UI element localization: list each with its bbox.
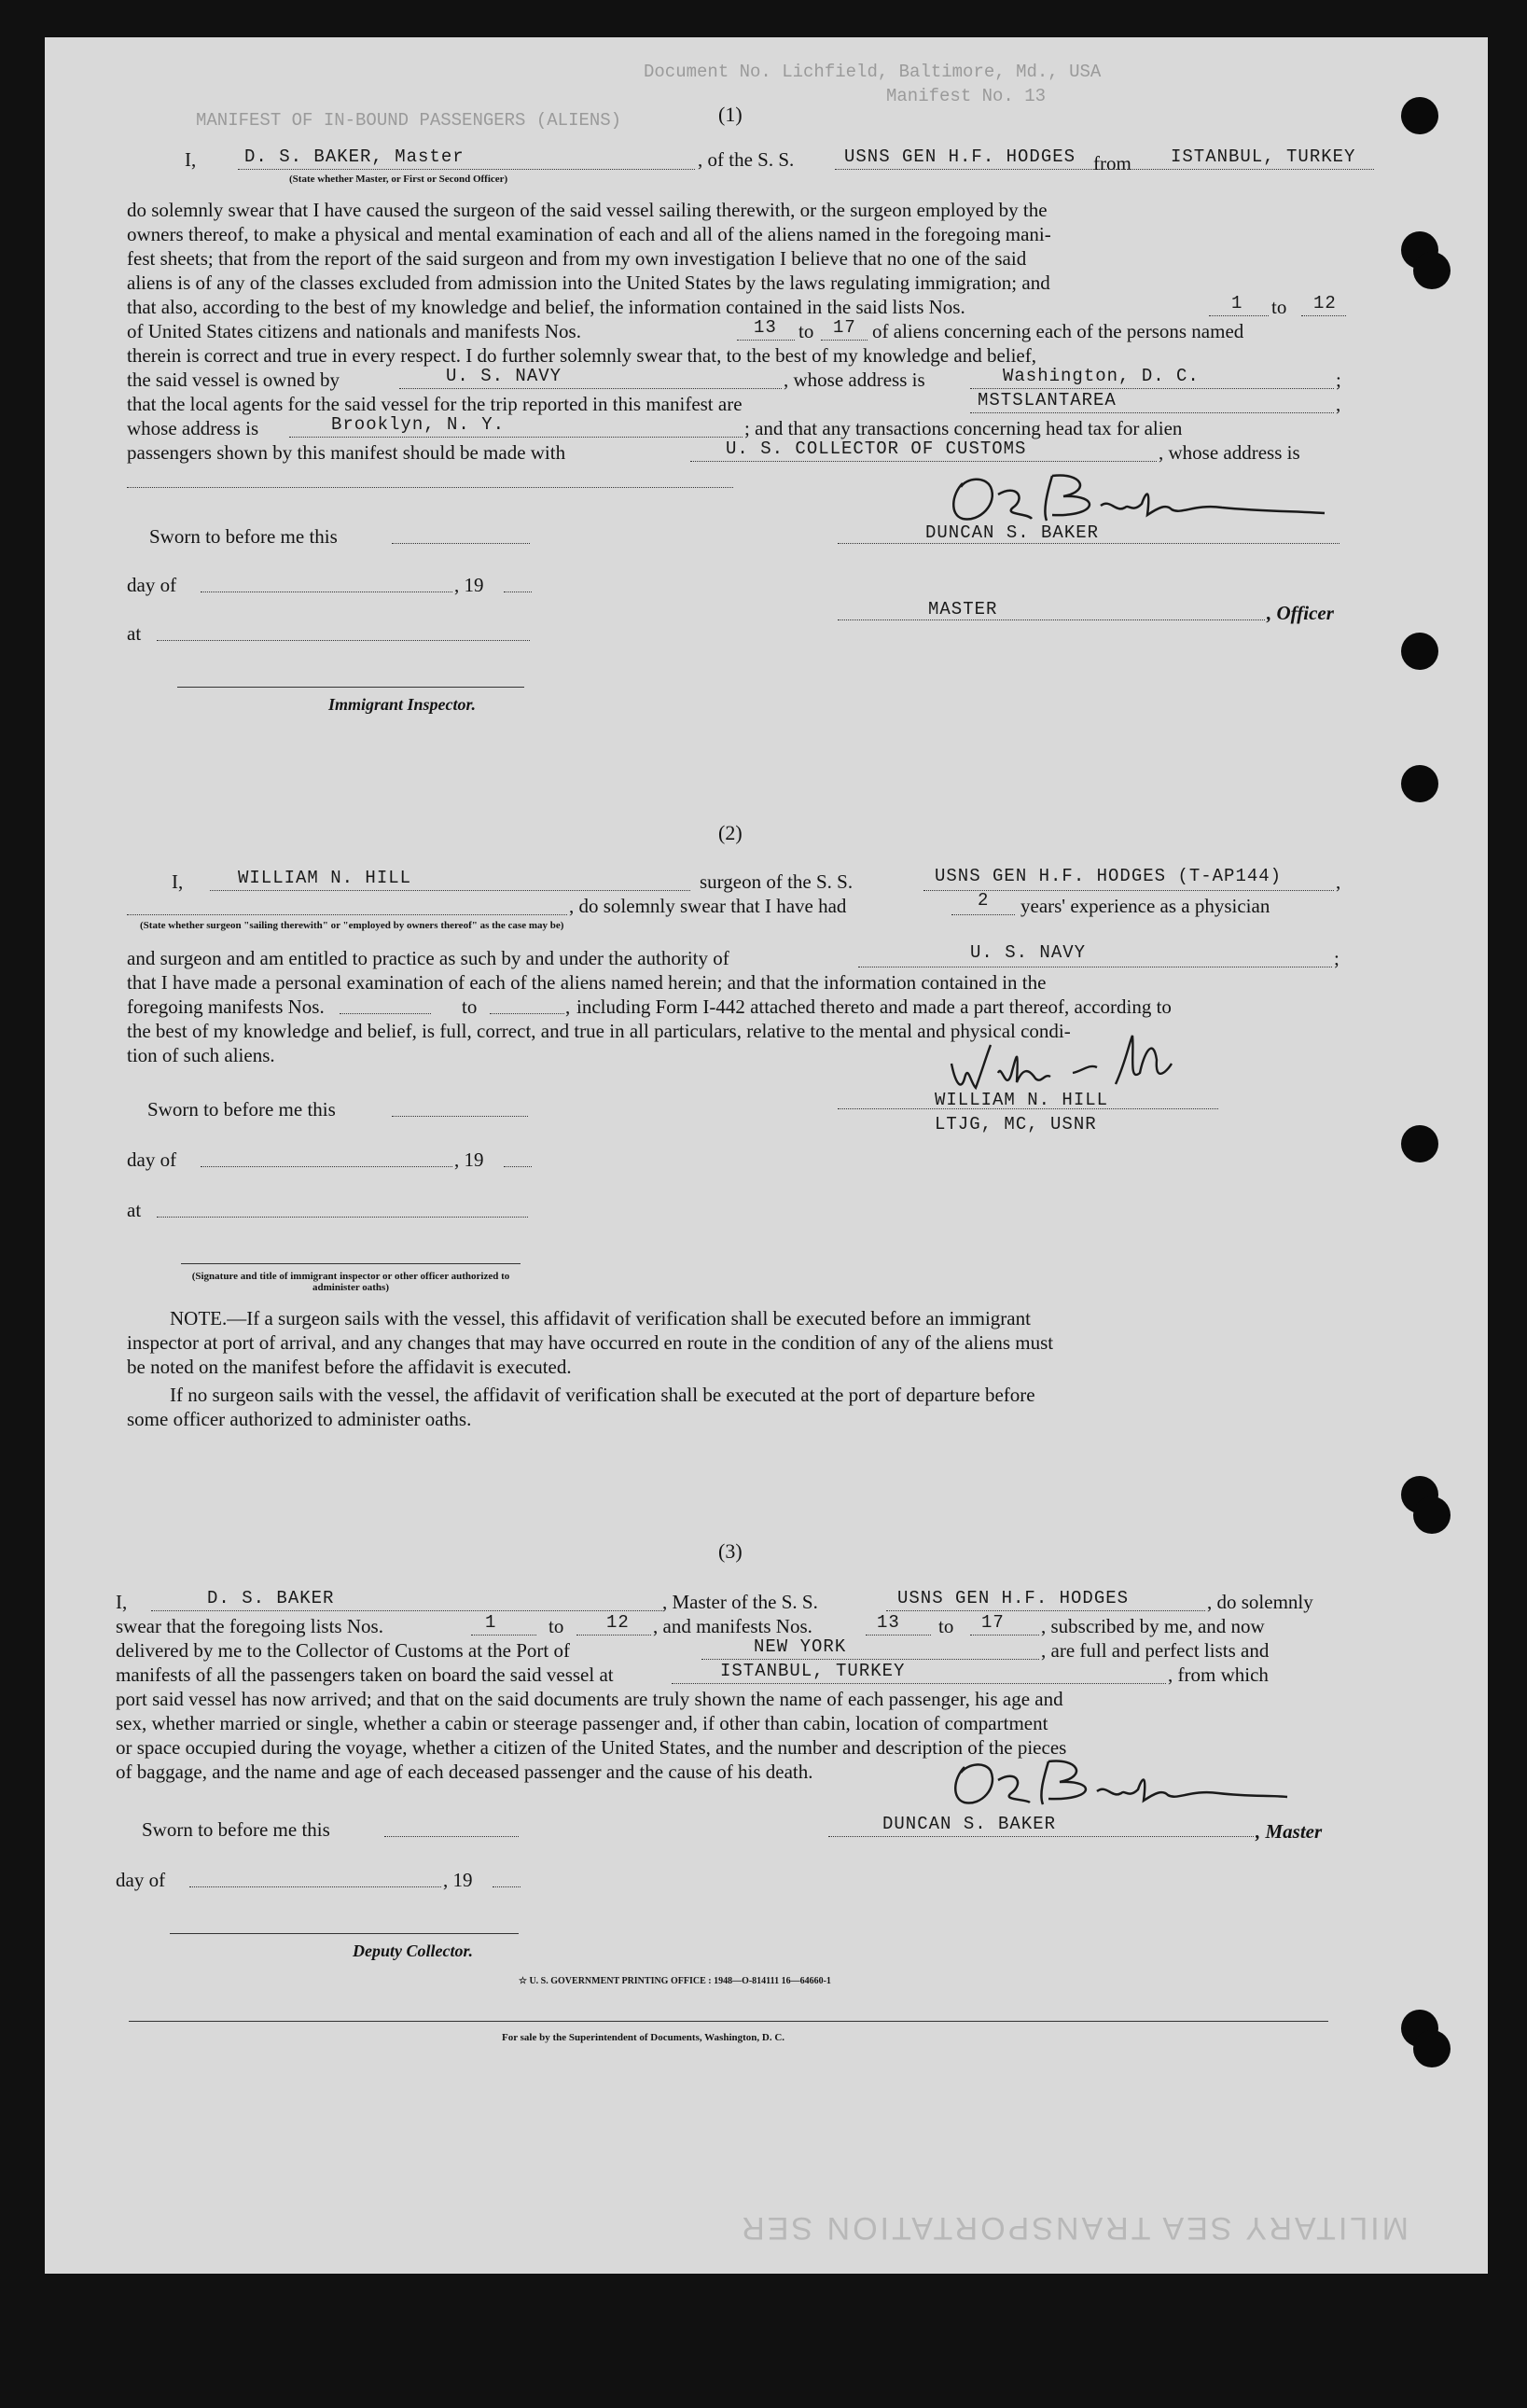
lists-from: 1 [485, 1612, 497, 1633]
field-line [201, 1166, 452, 1167]
punch-hole [1401, 1125, 1438, 1162]
of-the-ss-label: , of the S. S. [698, 148, 795, 171]
master-signer: DUNCAN S. BAKER [925, 522, 1100, 543]
surgeon-vessel: USNS GEN H.F. HODGES (T-AP144) [935, 866, 1283, 886]
manifests-to: 17 [981, 1612, 1005, 1633]
field-line [238, 169, 695, 170]
field-line [157, 1217, 528, 1218]
year-label: , 19 [443, 1869, 473, 1891]
and-manifests-label: , and manifests Nos. [653, 1615, 812, 1637]
surgeon-rank: LTJG, MC, USNR [935, 1114, 1097, 1134]
comma: , [1336, 393, 1341, 415]
master-name: D. S. BAKER [207, 1588, 335, 1608]
field-line [490, 1013, 564, 1014]
year-label: , 19 [454, 1148, 484, 1171]
field-line [838, 543, 1340, 544]
semicolon: ; [1334, 947, 1340, 969]
signature-line [170, 1933, 519, 1934]
field-line [157, 640, 530, 641]
manifests-all-label: manifests of all the passengers taken on board the said vessel at [116, 1663, 614, 1686]
para-line: therein is correct and true in every respect. I do further solemnly swear that, to the best of my knowledge and belief, [127, 344, 1036, 367]
departure-port: ISTANBUL, TURKEY [720, 1661, 906, 1681]
swear-text: , do solemnly swear that I have had [569, 895, 847, 917]
field-line [127, 914, 567, 915]
note-line: NOTE.—If a surgeon sails with the vessel, this affidavit of verification shall be executed before an immigrant [170, 1307, 1031, 1329]
field-line [701, 1659, 1039, 1660]
to-word: to [798, 320, 814, 342]
day-of-label: day of [127, 574, 177, 596]
from-which-label: , from which [1168, 1663, 1269, 1686]
lists-to: 12 [1313, 293, 1337, 313]
comma: , [565, 995, 571, 1018]
field-line [672, 1683, 1166, 1684]
state-note: (State whether Master, or First or Second Officer) [289, 174, 508, 185]
at-label: at [127, 1199, 142, 1221]
master-label: , Master [1256, 1820, 1323, 1843]
authority: U. S. NAVY [970, 942, 1087, 963]
master-signer: DUNCAN S. BAKER [882, 1814, 1057, 1834]
para-line: sex, whether married or single, whether a cabin or steerage passenger and, if other than cabin, location of compartment [116, 1712, 1048, 1734]
field-line [970, 388, 1334, 389]
para-line: of United States citizens and nationals and manifests Nos. [127, 320, 581, 342]
swear-lists-label: swear that the foregoing lists Nos. [116, 1615, 383, 1637]
para-line: passengers shown by this manifest should be made with [127, 441, 566, 464]
owner-addr-label: , whose address is [784, 369, 925, 391]
from-label: from [1093, 152, 1131, 174]
bleed-through-stamp: MILITARY SEA TRANSPORTATION SER [739, 2210, 1409, 2246]
agents-address: Brooklyn, N. Y. [331, 414, 506, 435]
local-agents: MSTSLANTAREA [978, 390, 1117, 411]
master-name: D. S. BAKER, Master [244, 146, 465, 167]
para-line: that the local agents for the said vessel for the trip reported in this manifest are [127, 393, 743, 415]
surgeon-signer: WILLIAM N. HILL [935, 1090, 1109, 1110]
section-number: (3) [718, 1539, 743, 1563]
para-line: port said vessel has now arrived; and that on the said documents are truly shown the name of each passenger, his age and [116, 1688, 1063, 1710]
label-i: I, [185, 148, 197, 171]
punch-hole [1413, 1496, 1451, 1534]
field-line [504, 1166, 532, 1167]
owner-address: Washington, D. C. [1003, 366, 1200, 386]
field-line [886, 1610, 1205, 1611]
day-of-label: day of [127, 1148, 177, 1171]
bleed-line: Manifest No. 13 [886, 86, 1047, 106]
para-line: the best of my knowledge and belief, is full, correct, and true in all particulars, relative to the mental and physical condi- [127, 1020, 1071, 1042]
punch-hole [1413, 252, 1451, 289]
para-line: ; and that any transactions concerning head tax for alien [744, 417, 1183, 439]
note-line: be noted on the manifest before the affidavit is executed. [127, 1356, 572, 1378]
field-line [392, 1116, 528, 1117]
baker-signature [942, 1754, 1297, 1819]
lists-to: 12 [606, 1612, 630, 1633]
full-lists-label: , are full and perfect lists and [1041, 1639, 1270, 1662]
manifests-to: 17 [833, 317, 856, 338]
state-note: (State whether surgeon "sailing therewith" or "employed by owners thereof" as the case may be) [140, 920, 564, 931]
para-line: including Form I-442 attached thereto and made a part thereof, according to [576, 995, 1172, 1018]
lists-from: 1 [1231, 293, 1243, 313]
punch-hole [1401, 633, 1438, 670]
sworn-label: Sworn to before me this [142, 1818, 330, 1841]
gpo-imprint: ☆ U. S. GOVERNMENT PRINTING OFFICE : 1948—O-814111 16—64660-1 [519, 1976, 831, 1986]
punch-hole [1413, 2030, 1451, 2067]
field-line [399, 388, 782, 389]
to-word: to [1271, 296, 1287, 318]
field-line [690, 461, 1157, 462]
para-line: tion of such aliens. [127, 1044, 275, 1066]
field-line [210, 890, 690, 891]
label-i: I, [172, 870, 184, 893]
sworn-label: Sworn to before me this [147, 1098, 336, 1120]
collector: U. S. COLLECTOR OF CUSTOMS [726, 438, 1027, 459]
para-line: of baggage, and the name and age of each deceased passenger and the cause of his death. [116, 1761, 813, 1783]
section-number: (1) [718, 103, 743, 126]
para-line: or space occupied during the voyage, whether a citizen of the United States, and the number and description of the pieces [116, 1736, 1067, 1759]
years-experience: 2 [978, 890, 990, 911]
manifests-from: 13 [754, 317, 777, 338]
surgeon-name: WILLIAM N. HILL [238, 868, 412, 888]
vessel-name: USNS GEN H.F. HODGES [897, 1588, 1130, 1608]
comma: , [1336, 870, 1341, 893]
arrival-port: NEW YORK [754, 1636, 847, 1657]
sworn-label: Sworn to before me this [149, 525, 338, 548]
manifests-from: 13 [877, 1612, 900, 1633]
at-label: at [127, 622, 142, 645]
collector-label: Deputy Collector. [353, 1942, 473, 1960]
semicolon: ; [1336, 369, 1341, 391]
sig-note: (Signature and title of immigrant inspector or other officer authorized to administer oaths) [191, 1271, 510, 1293]
para-line: whose address is [127, 417, 259, 439]
field-line [970, 412, 1334, 413]
year-label: , 19 [454, 574, 484, 596]
signature-line [177, 687, 524, 688]
years-tail: years' experience as a physician [1020, 895, 1270, 917]
note-line: If no surgeon sails with the vessel, the affidavit of verification shall be executed at the port of departure before [170, 1384, 1035, 1406]
field-line [828, 1836, 1254, 1837]
sale-notice: For sale by the Superintendent of Documents, Washington, D. C. [502, 2032, 785, 2043]
field-line [493, 1886, 521, 1887]
field-line [127, 487, 733, 488]
bleed-through-header [196, 60, 1446, 144]
from-port: ISTANBUL, TURKEY [1171, 146, 1356, 167]
field-line [392, 543, 530, 544]
delivered-label: delivered by me to the Collector of Customs at the Port of [116, 1639, 570, 1662]
note-line: some officer authorized to administer oaths. [127, 1408, 472, 1430]
solemnly-label: , do solemnly [1207, 1591, 1313, 1613]
field-line [737, 340, 795, 341]
field-line [340, 1013, 431, 1014]
field-line [151, 1610, 662, 1611]
day-of-label: day of [116, 1869, 166, 1891]
field-line [189, 1886, 441, 1887]
vessel-name: USNS GEN H.F. HODGES [844, 146, 1076, 167]
surgeon-of-label: surgeon of the S. S. [700, 870, 854, 893]
footer-rule [129, 2021, 1328, 2022]
para-line: the said vessel is owned by [127, 369, 340, 391]
field-line [838, 619, 1265, 620]
field-line [1301, 315, 1346, 316]
para-line: do solemnly swear that I have caused the surgeon of the said vessel sailing therewith, or the surgeon employed by the [127, 199, 1048, 221]
master-title: MASTER [928, 599, 998, 619]
to-word: to [938, 1615, 954, 1637]
field-line [835, 169, 1374, 170]
field-line [289, 437, 743, 438]
inspector-label: Immigrant Inspector. [328, 695, 477, 714]
owner: U. S. NAVY [446, 366, 562, 386]
officer-label: , Officer [1267, 602, 1334, 624]
punch-hole [1401, 765, 1438, 802]
para-line: fest sheets; that from the report of the said surgeon and from my own investigation I believe that no one of the said [127, 247, 1027, 270]
para-line: foregoing manifests Nos. [127, 995, 325, 1018]
field-line [384, 1836, 519, 1837]
field-line [1209, 315, 1269, 316]
para-line: aliens is of any of the classes excluded from admission into the United States by the laws regulating immigration; and [127, 271, 1050, 294]
para-line: of aliens concerning each of the persons named [872, 320, 1244, 342]
signature-line [181, 1263, 521, 1264]
section-number: (2) [718, 821, 743, 844]
to-word: to [548, 1615, 564, 1637]
para-line: that also, according to the best of my knowledge and belief, the information contained in the said lists Nos. [127, 296, 965, 318]
authority-text: and surgeon and am entitled to practice as such by and under the authority of [127, 947, 729, 969]
field-line [821, 340, 868, 341]
subscribed-label: , subscribed by me, and now [1041, 1615, 1265, 1637]
field-line [951, 914, 1015, 915]
master-of-label: , Master of the S. S. [662, 1591, 818, 1613]
note-line: inspector at port of arrival, and any changes that may have occurred en route in the condition of any of the aliens must [127, 1331, 1054, 1354]
collector-addr-label: , whose address is [1159, 441, 1300, 464]
label-i: I, [116, 1591, 128, 1613]
para-line: that I have made a personal examination of each of the aliens named herein; and that the information contained in the [127, 971, 1047, 994]
to-word: to [462, 995, 478, 1018]
bleed-line: Document No. Lichfield, Baltimore, Md., USA [644, 62, 1102, 82]
bleed-line: MANIFEST OF IN-BOUND PASSENGERS (ALIENS) [196, 110, 622, 131]
para-line: owners thereof, to make a physical and mental examination of each and all of the aliens named in the foregoing mani- [127, 223, 1051, 245]
